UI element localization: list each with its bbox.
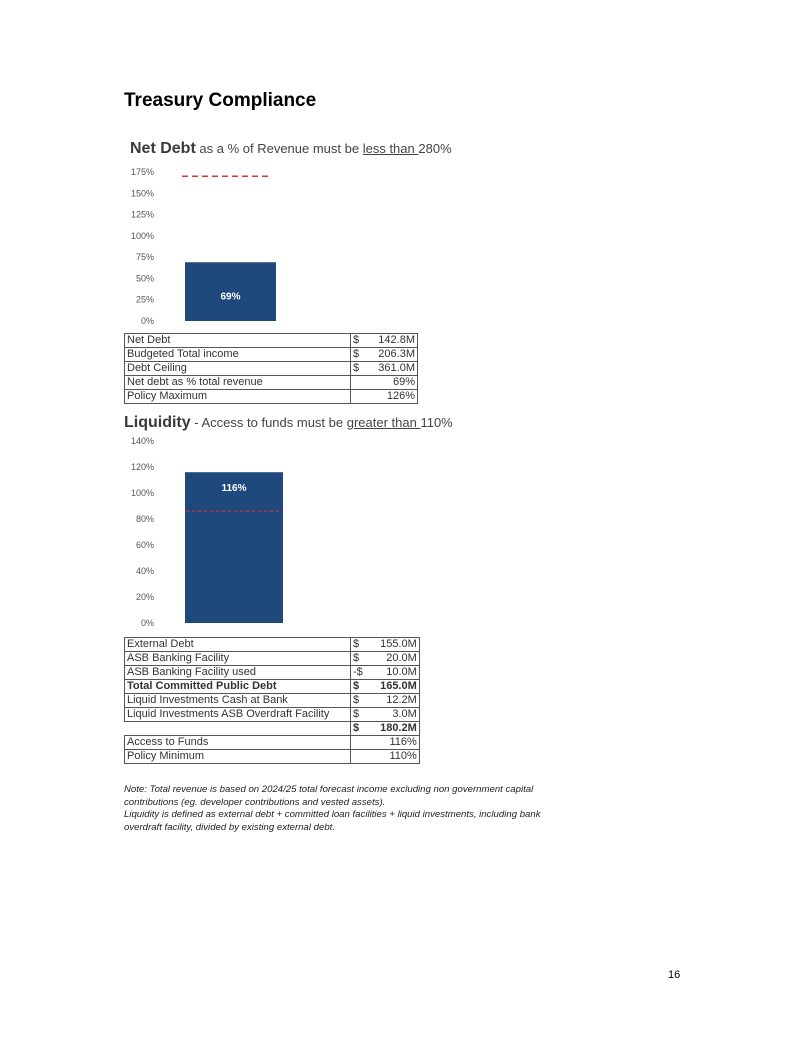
liquidity-heading-text: - Access to funds must be: [190, 415, 347, 430]
net-debt-table-row: [125, 376, 418, 390]
net-debt-table-row: [125, 390, 418, 404]
liquidity-table-row-amount: 165.0M: [365, 680, 420, 694]
net-debt-chart-y-tick-label: 75%: [135, 252, 154, 263]
liquidity-table-row-amount: 10.0M: [365, 666, 420, 680]
liquidity-table-row-currency: $: [351, 708, 365, 722]
liquidity-table-row: [125, 708, 420, 722]
liquidity-table: [124, 637, 420, 764]
net-debt-heading-bold: Net Debt: [130, 140, 196, 157]
liquidity-chart-data-label: 116%: [221, 483, 247, 495]
liquidity-chart-bar: [185, 472, 283, 623]
liquidity-table-row: [125, 736, 420, 750]
net-debt-table-row: [125, 348, 418, 362]
liquidity-table-row-amount: 3.0M: [365, 708, 420, 722]
liquidity-table-row-label: Policy Minimum: [125, 750, 351, 764]
liquidity-heading-underlined: greater than: [346, 415, 421, 430]
liquidity-table-row-label: ASB Banking Facility used: [125, 666, 351, 680]
liquidity-table-row-label: [125, 722, 351, 736]
net-debt-heading: [130, 140, 452, 158]
liquidity-table-row-label: ASB Banking Facility: [125, 652, 351, 666]
liquidity-table-row-currency: $: [351, 680, 365, 694]
liquidity-table-row: [125, 680, 420, 694]
net-debt-table-row-label: Budgeted Total income: [125, 348, 351, 362]
net-debt-chart-y-tick-label: 150%: [130, 188, 154, 199]
net-debt-heading-threshold: 280%: [418, 141, 452, 156]
liquidity-table-row: [125, 750, 420, 764]
liquidity-table-row-label: Liquid Investments Cash at Bank: [125, 694, 351, 708]
liquidity-table-row: [125, 694, 420, 708]
net-debt-chart-y-tick-label: 25%: [135, 294, 154, 305]
net-debt-table-row-amount: 206.3M: [363, 348, 418, 362]
liquidity-chart: [120, 432, 440, 632]
net-debt-table-row-value: 69%: [351, 376, 418, 390]
liquidity-table-row: [125, 652, 420, 666]
net-debt-table-row-label: Policy Maximum: [125, 390, 351, 404]
liquidity-table-row-value: 110%: [351, 750, 420, 764]
liquidity-table-row-currency: -$: [351, 666, 365, 680]
net-debt-heading-underlined: less than: [362, 141, 419, 156]
liquidity-table-row-currency: $: [351, 722, 365, 736]
net-debt-table-row-amount: 142.8M: [363, 334, 418, 348]
liquidity-table-row-amount: 20.0M: [365, 652, 420, 666]
net-debt-chart-y-tick-label: 50%: [135, 273, 154, 284]
liquidity-table-row: [125, 638, 420, 652]
liquidity-table-row-amount: 180.2M: [365, 722, 420, 736]
net-debt-table-row-currency: $: [351, 334, 364, 348]
liquidity-chart-y-tick-label: 140%: [130, 436, 154, 446]
liquidity-table-row-label: Total Committed Public Debt: [125, 680, 351, 694]
liquidity-chart-y-tick-label: 40%: [135, 566, 154, 576]
page-number: 16: [668, 969, 681, 981]
net-debt-table-row-amount: 361.0M: [363, 362, 418, 376]
net-debt-heading-text: as a % of Revenue must be: [195, 141, 363, 156]
net-debt-table-row-value: 126%: [351, 390, 418, 404]
liquidity-table-row-label: Access to Funds: [125, 736, 351, 750]
liquidity-table-row-label: External Debt: [125, 638, 351, 652]
liquidity-chart-y-tick-label: 100%: [130, 488, 154, 498]
net-debt-chart-y-tick-label: 100%: [130, 230, 154, 241]
liquidity-table-row: [125, 666, 420, 680]
liquidity-chart-y-tick-label: 20%: [135, 592, 154, 602]
liquidity-table-row: [125, 722, 420, 736]
liquidity-chart-y-tick-label: 0%: [140, 618, 154, 628]
footnote: [124, 784, 564, 834]
net-debt-table-row-label: Net Debt: [125, 334, 351, 348]
net-debt-table: [124, 333, 418, 404]
net-debt-chart: [120, 160, 440, 330]
net-debt-table-row-currency: $: [351, 348, 364, 362]
net-debt-table-row-label: Debt Ceiling: [125, 362, 351, 376]
liquidity-table-row-amount: 155.0M: [365, 638, 420, 652]
footnote-revenue: Note: Total revenue is based on 2024/25 total forecast income excluding non government capital contributions (eg. developer contributions and vested assets).: [124, 784, 534, 808]
footnote-liquidity: Liquidity is defined as external debt + committed loan facilities + liquid investments, including bank overdraft facility, divided by existing external debt.: [124, 809, 541, 833]
liquidity-heading-threshold: 110%: [420, 415, 453, 430]
liquidity-table-row-value: 116%: [351, 736, 420, 750]
net-debt-table-row: [125, 362, 418, 376]
page-title: Treasury Compliance: [124, 90, 317, 111]
net-debt-chart-y-tick-label: 175%: [130, 167, 154, 177]
liquidity-chart-y-tick-label: 80%: [135, 514, 154, 524]
liquidity-chart-y-tick-label: 120%: [130, 462, 154, 472]
net-debt-chart-y-tick-label: 0%: [140, 316, 154, 326]
liquidity-table-row-currency: $: [351, 652, 365, 666]
liquidity-table-row-currency: $: [351, 694, 365, 708]
liquidity-table-row-label: Liquid Investments ASB Overdraft Facility: [125, 708, 351, 722]
net-debt-table-row-label: Net debt as % total revenue: [125, 376, 351, 390]
net-debt-chart-data-label: 69%: [220, 291, 241, 303]
liquidity-chart-y-tick-label: 60%: [135, 540, 154, 550]
liquidity-table-row-currency: $: [351, 638, 365, 652]
net-debt-chart-y-tick-label: 125%: [130, 209, 154, 220]
liquidity-table-row-amount: 12.2M: [365, 694, 420, 708]
liquidity-heading: [124, 414, 453, 432]
liquidity-heading-bold: Liquidity: [124, 414, 191, 431]
net-debt-table-row: [125, 334, 418, 348]
net-debt-table-row-currency: $: [351, 362, 364, 376]
